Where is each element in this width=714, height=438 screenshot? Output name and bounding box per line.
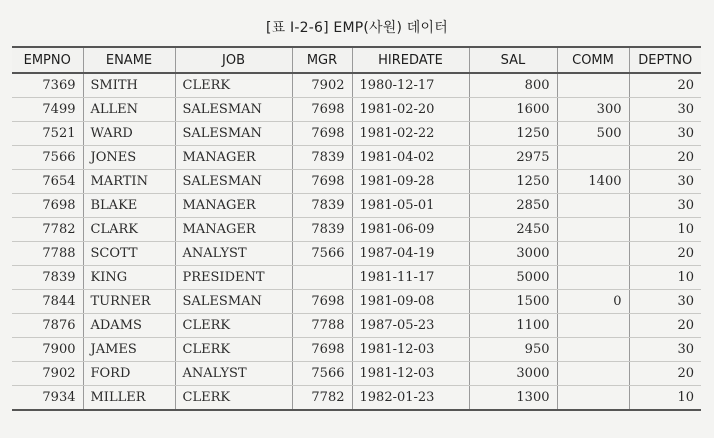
cell-empno: 7876 — [12, 314, 83, 338]
cell-ename: WARD — [83, 122, 175, 146]
cell-deptno: 30 — [629, 122, 701, 146]
cell-empno: 7369 — [12, 73, 83, 98]
cell-empno: 7654 — [12, 170, 83, 194]
table-row — [12, 73, 701, 98]
cell-empno: 7844 — [12, 290, 83, 314]
cell-job: PRESIDENT — [175, 266, 292, 290]
table-row — [12, 242, 701, 266]
cell-deptno: 30 — [629, 338, 701, 362]
cell-deptno: 20 — [629, 362, 701, 386]
cell-comm — [557, 362, 629, 386]
cell-deptno: 10 — [629, 218, 701, 242]
col-header-comm: COMM — [557, 47, 629, 73]
cell-empno: 7839 — [12, 266, 83, 290]
cell-mgr: 7839 — [292, 146, 352, 170]
cell-deptno: 20 — [629, 314, 701, 338]
cell-mgr: 7698 — [292, 290, 352, 314]
cell-ename: SCOTT — [83, 242, 175, 266]
cell-deptno: 20 — [629, 146, 701, 170]
cell-hiredate: 1982-01-23 — [352, 386, 469, 411]
cell-job: CLERK — [175, 73, 292, 98]
header-row — [12, 47, 701, 73]
cell-comm: 0 — [557, 290, 629, 314]
cell-deptno: 30 — [629, 290, 701, 314]
cell-ename: BLAKE — [83, 194, 175, 218]
cell-job: SALESMAN — [175, 122, 292, 146]
cell-job: CLERK — [175, 314, 292, 338]
table-row — [12, 170, 701, 194]
cell-mgr: 7902 — [292, 73, 352, 98]
cell-sal: 950 — [469, 338, 557, 362]
emp-table-body — [12, 73, 701, 410]
cell-ename: KING — [83, 266, 175, 290]
cell-job: SALESMAN — [175, 98, 292, 122]
cell-ename: MILLER — [83, 386, 175, 411]
cell-sal: 2975 — [469, 146, 557, 170]
cell-empno: 7521 — [12, 122, 83, 146]
cell-sal: 1500 — [469, 290, 557, 314]
cell-hiredate: 1987-04-19 — [352, 242, 469, 266]
table-row — [12, 194, 701, 218]
cell-mgr — [292, 266, 352, 290]
cell-hiredate: 1981-09-28 — [352, 170, 469, 194]
cell-deptno: 20 — [629, 73, 701, 98]
emp-table — [12, 46, 701, 411]
cell-empno: 7566 — [12, 146, 83, 170]
cell-empno: 7934 — [12, 386, 83, 411]
cell-ename: JAMES — [83, 338, 175, 362]
table-row — [12, 98, 701, 122]
cell-job: MANAGER — [175, 218, 292, 242]
table-row — [12, 362, 701, 386]
cell-hiredate: 1981-02-20 — [352, 98, 469, 122]
cell-sal: 1250 — [469, 122, 557, 146]
cell-sal: 1300 — [469, 386, 557, 411]
cell-hiredate: 1981-09-08 — [352, 290, 469, 314]
col-header-job: JOB — [175, 47, 292, 73]
cell-empno: 7902 — [12, 362, 83, 386]
cell-hiredate: 1981-11-17 — [352, 266, 469, 290]
cell-comm — [557, 266, 629, 290]
table-row — [12, 122, 701, 146]
cell-job: CLERK — [175, 338, 292, 362]
cell-job: ANALYST — [175, 362, 292, 386]
table-caption: [표 Ⅰ-2-6] EMP(사원) 데이터 — [266, 20, 448, 36]
cell-ename: JONES — [83, 146, 175, 170]
cell-job: SALESMAN — [175, 290, 292, 314]
cell-ename: MARTIN — [83, 170, 175, 194]
cell-sal: 2450 — [469, 218, 557, 242]
cell-sal: 2850 — [469, 194, 557, 218]
cell-hiredate: 1981-02-22 — [352, 122, 469, 146]
cell-sal: 3000 — [469, 362, 557, 386]
cell-mgr: 7566 — [292, 242, 352, 266]
cell-deptno: 30 — [629, 98, 701, 122]
cell-mgr: 7698 — [292, 98, 352, 122]
cell-empno: 7698 — [12, 194, 83, 218]
cell-hiredate: 1987-05-23 — [352, 314, 469, 338]
cell-hiredate: 1980-12-17 — [352, 73, 469, 98]
table-row — [12, 146, 701, 170]
cell-comm — [557, 338, 629, 362]
col-header-ename: ENAME — [83, 47, 175, 73]
cell-hiredate: 1981-04-02 — [352, 146, 469, 170]
cell-comm — [557, 242, 629, 266]
cell-comm: 1400 — [557, 170, 629, 194]
cell-job: SALESMAN — [175, 170, 292, 194]
table-row — [12, 314, 701, 338]
cell-empno: 7782 — [12, 218, 83, 242]
cell-ename: ADAMS — [83, 314, 175, 338]
table-row — [12, 338, 701, 362]
cell-mgr: 7788 — [292, 314, 352, 338]
cell-mgr: 7566 — [292, 362, 352, 386]
table-row — [12, 290, 701, 314]
cell-hiredate: 1981-12-03 — [352, 362, 469, 386]
cell-comm: 500 — [557, 122, 629, 146]
cell-ename: FORD — [83, 362, 175, 386]
cell-empno: 7499 — [12, 98, 83, 122]
cell-job: CLERK — [175, 386, 292, 411]
cell-sal: 1250 — [469, 170, 557, 194]
cell-ename: CLARK — [83, 218, 175, 242]
table-row — [12, 266, 701, 290]
cell-mgr: 7698 — [292, 338, 352, 362]
cell-empno: 7900 — [12, 338, 83, 362]
cell-comm — [557, 386, 629, 411]
cell-empno: 7788 — [12, 242, 83, 266]
cell-ename: ALLEN — [83, 98, 175, 122]
cell-sal: 1100 — [469, 314, 557, 338]
cell-job: ANALYST — [175, 242, 292, 266]
cell-mgr: 7839 — [292, 218, 352, 242]
cell-job: MANAGER — [175, 146, 292, 170]
table-row — [12, 218, 701, 242]
cell-comm — [557, 73, 629, 98]
cell-comm — [557, 218, 629, 242]
cell-hiredate: 1981-06-09 — [352, 218, 469, 242]
cell-mgr: 7698 — [292, 122, 352, 146]
col-header-deptno: DEPTNO — [629, 47, 701, 73]
cell-mgr: 7782 — [292, 386, 352, 411]
cell-sal: 800 — [469, 73, 557, 98]
cell-comm: 300 — [557, 98, 629, 122]
cell-sal: 5000 — [469, 266, 557, 290]
col-header-mgr: MGR — [292, 47, 352, 73]
col-header-hiredate: HIREDATE — [352, 47, 469, 73]
table-row — [12, 386, 701, 411]
col-header-empno: EMPNO — [12, 47, 83, 73]
cell-mgr: 7839 — [292, 194, 352, 218]
cell-deptno: 10 — [629, 266, 701, 290]
cell-sal: 3000 — [469, 242, 557, 266]
cell-comm — [557, 314, 629, 338]
cell-comm — [557, 194, 629, 218]
cell-ename: SMITH — [83, 73, 175, 98]
cell-comm — [557, 146, 629, 170]
cell-ename: TURNER — [83, 290, 175, 314]
cell-deptno: 10 — [629, 386, 701, 411]
cell-mgr: 7698 — [292, 170, 352, 194]
cell-job: MANAGER — [175, 194, 292, 218]
cell-hiredate: 1981-05-01 — [352, 194, 469, 218]
cell-hiredate: 1981-12-03 — [352, 338, 469, 362]
cell-sal: 1600 — [469, 98, 557, 122]
cell-deptno: 30 — [629, 170, 701, 194]
cell-deptno: 30 — [629, 194, 701, 218]
col-header-sal: SAL — [469, 47, 557, 73]
cell-deptno: 20 — [629, 242, 701, 266]
